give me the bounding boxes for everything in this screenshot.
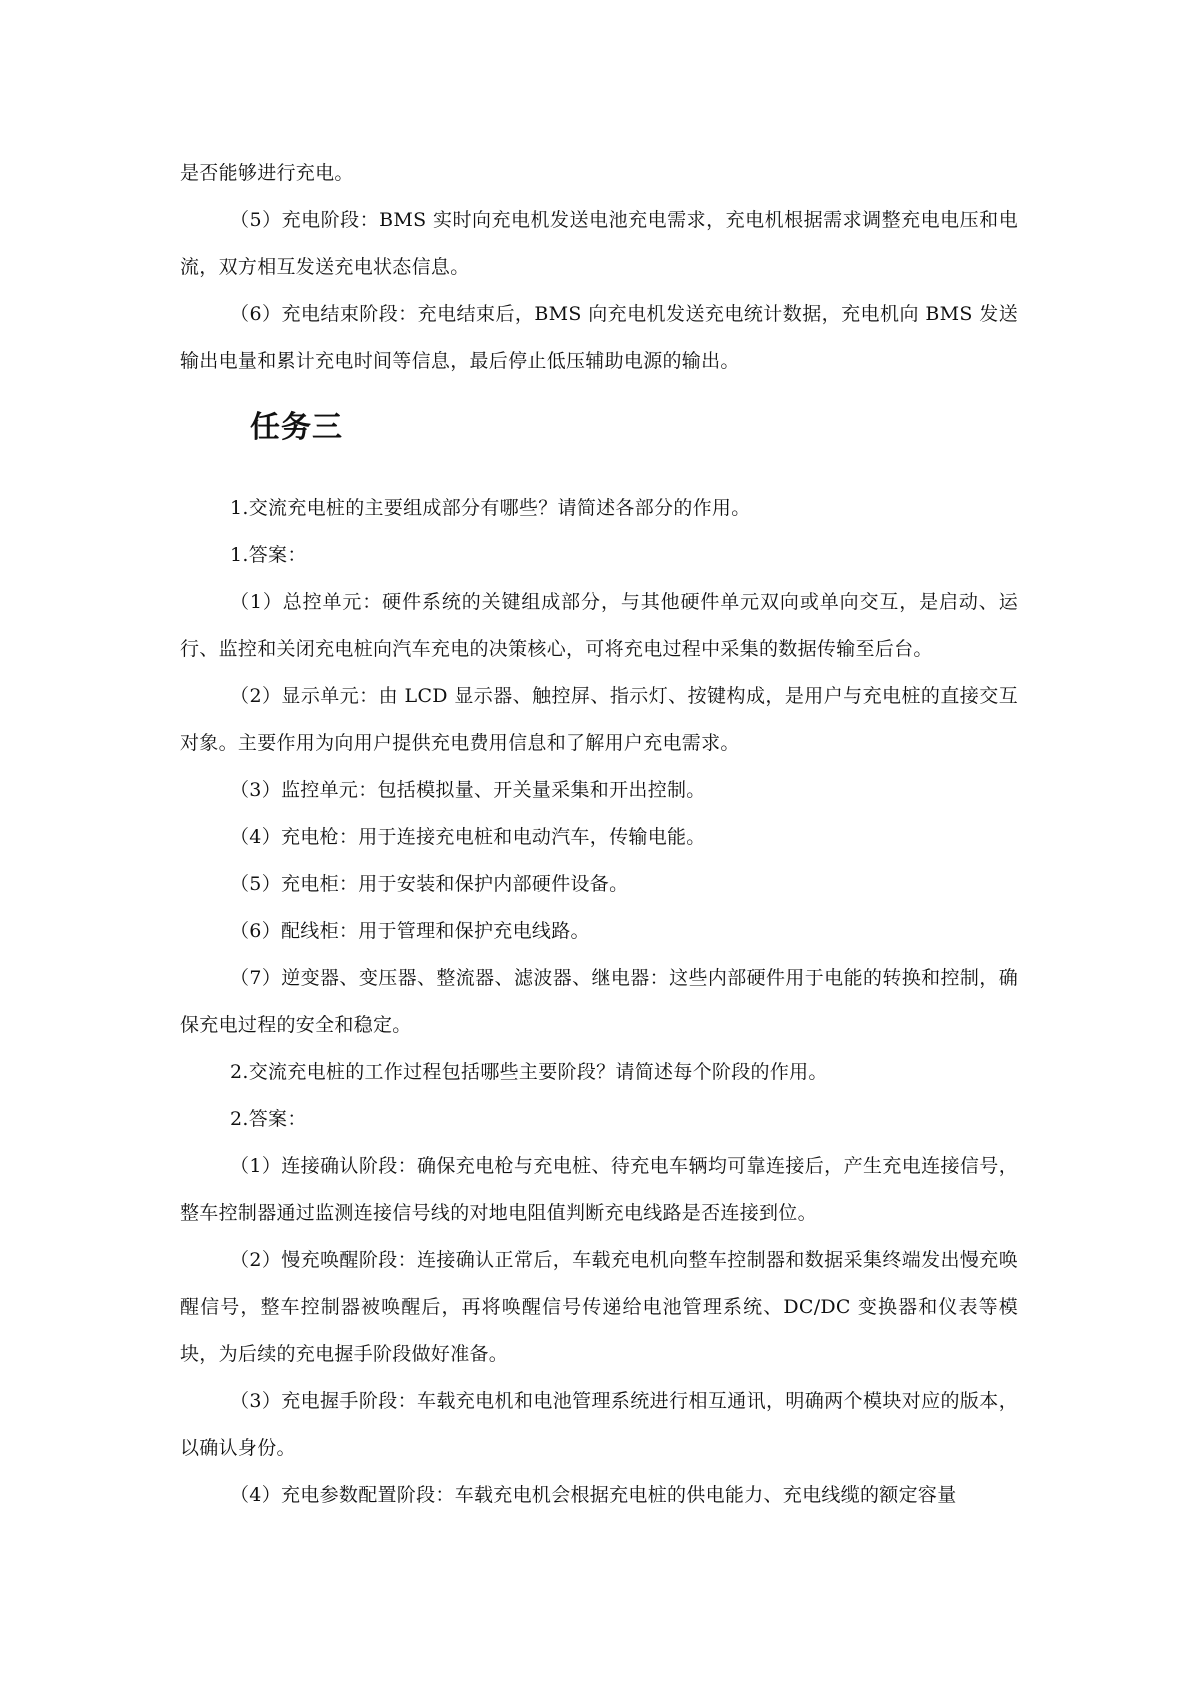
answer-1-item: （5）充电柜：用于安装和保护内部硬件设备。 — [230, 873, 629, 895]
paragraph-charging-stage: （5）充电阶段：BMS 实时向充电机发送电池充电需求，充电机根据需求调整充电电压和电流，双方相互发送充电状态信息。 — [180, 209, 1018, 278]
answer-1-item: （1）总控单元：硬件系统的关键组成部分，与其他硬件单元双向或单向交互，是启动、运行、监控和关闭充电桩向汽车充电的决策核心，可将充电过程中采集的数据传输至后台。 — [180, 591, 1018, 660]
answer-1-item: （7）逆变器、变压器、整流器、滤波器、继电器：这些内部硬件用于电能的转换和控制，确保充电过程的安全和稳定。 — [180, 967, 1018, 1036]
answer-2-item: （3）充电握手阶段：车载充电机和电池管理系统进行相互通讯，明确两个模块对应的版本，以确认身份。 — [180, 1390, 1018, 1459]
paragraph-continuation: 是否能够进行充电。 — [180, 162, 354, 184]
answer-1-label: 1.答案： — [230, 544, 307, 566]
answer-1-item: （6）配线柜：用于管理和保护充电线路。 — [230, 920, 590, 942]
answer-1-item: （4）充电枪：用于连接充电桩和电动汽车，传输电能。 — [230, 826, 706, 848]
answer-2-label: 2.答案： — [230, 1108, 307, 1130]
paragraph-charging-end-stage: （6）充电结束阶段：充电结束后，BMS 向充电机发送充电统计数据，充电机向 BMS 发送输出电量和累计充电时间等信息，最后停止低压辅助电源的输出。 — [180, 303, 1018, 372]
page-content — [180, 150, 1018, 1519]
answer-2-item: （2）慢充唤醒阶段：连接确认正常后，车载充电机向整车控制器和数据采集终端发出慢充唤醒信号，整车控制器被唤醒后，再将唤醒信号传递给电池管理系统、DC/DC 变换器和仪表等模块，为后续的充电握手阶段做好准备。 — [180, 1249, 1018, 1365]
question-1: 1.交流充电桩的主要组成部分有哪些？请简述各部分的作用。 — [230, 497, 751, 519]
section-heading: 任务三 — [250, 410, 343, 445]
answer-1-item: （3）监控单元：包括模拟量、开关量采集和开出控制。 — [230, 779, 706, 801]
answer-2-item: （1）连接确认阶段：确保充电枪与充电桩、待充电车辆均可靠连接后，产生充电连接信号，整车控制器通过监测连接信号线的对地电阻值判断充电线路是否连接到位。 — [180, 1155, 1018, 1224]
answer-2-item: （4）充电参数配置阶段：车载充电机会根据充电桩的供电能力、充电线缆的额定容量 — [230, 1484, 957, 1506]
answer-1-item: （2）显示单元：由 LCD 显示器、触控屏、指示灯、按键构成，是用户与充电桩的直接交互对象。主要作用为向用户提供充电费用信息和了解用户充电需求。 — [180, 685, 1018, 754]
question-2: 2.交流充电桩的工作过程包括哪些主要阶段？请简述每个阶段的作用。 — [230, 1061, 828, 1083]
